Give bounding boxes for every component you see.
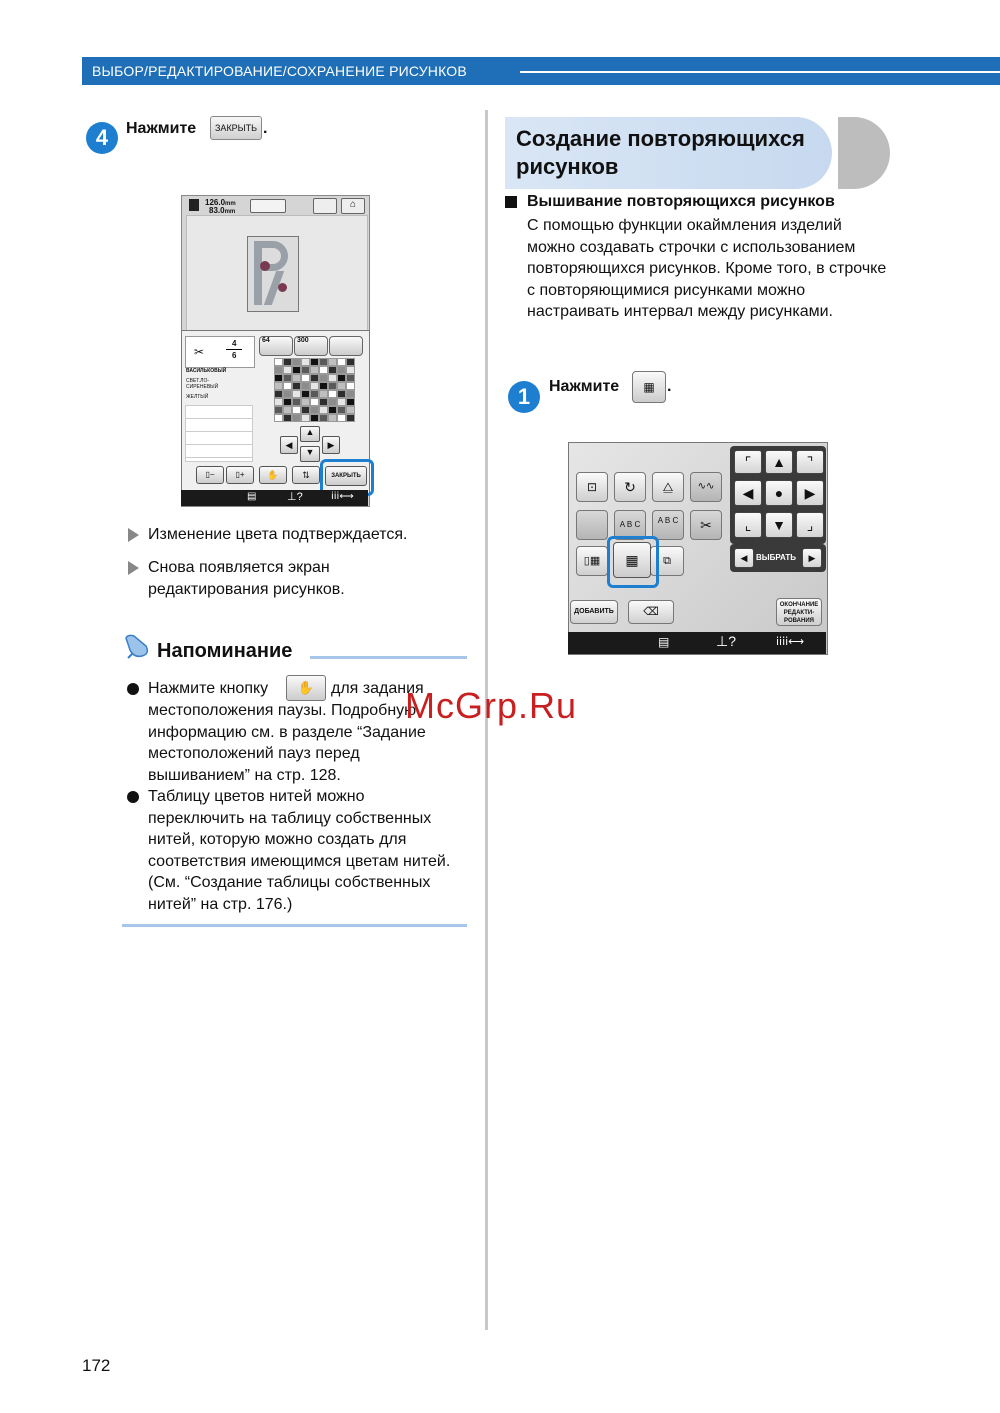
- palette-swatch[interactable]: [319, 358, 328, 366]
- palette-swatch[interactable]: [319, 374, 328, 382]
- size-height: 83.0mm: [209, 206, 236, 215]
- resize-button[interactable]: ⊡: [576, 472, 608, 502]
- move-up-left-button[interactable]: ⌜: [734, 450, 762, 474]
- list-icon[interactable]: ▤: [247, 491, 257, 502]
- palette-swatch[interactable]: [274, 358, 283, 366]
- palette-swatch[interactable]: [301, 398, 310, 406]
- palette-swatch[interactable]: [274, 390, 283, 398]
- step-4-period: .: [263, 120, 268, 137]
- palette-swatch[interactable]: [283, 374, 292, 382]
- help-icon[interactable]: ⊥?: [287, 491, 303, 503]
- result-arrow-icon: [128, 561, 139, 575]
- spacing-button[interactable]: A B C: [652, 510, 684, 540]
- color-name-3[interactable]: ЖЕЛТЫЙ: [186, 394, 209, 400]
- palette-swatch[interactable]: [292, 382, 301, 390]
- memo-title-rule: [310, 656, 467, 659]
- header-rule: [520, 71, 1000, 73]
- spool-plus-button[interactable]: ▯+: [226, 466, 254, 484]
- page-header-title: ВЫБОР/РЕДАКТИРОВАНИЕ/СОХРАНЕНИЕ РИСУНКОВ: [92, 63, 467, 79]
- scissors-button[interactable]: ✂: [690, 510, 722, 540]
- palette-swatch[interactable]: [274, 398, 283, 406]
- palette-swatch[interactable]: [310, 406, 319, 414]
- pause-hand-button-inline[interactable]: ✋: [286, 675, 326, 701]
- palette-swatch[interactable]: [283, 398, 292, 406]
- palette-swatch[interactable]: [310, 398, 319, 406]
- delete-button[interactable]: ⌫: [628, 600, 674, 624]
- palette-swatch[interactable]: [301, 382, 310, 390]
- end-edit-button[interactable]: ОКОНЧАНИЕ РЕДАКТИ-РОВАНИЯ: [776, 598, 822, 626]
- repeat-pattern-button[interactable]: ▦: [613, 542, 651, 578]
- needle-icon[interactable]: ⅰⅰⅰ⟷: [331, 491, 354, 502]
- step-4-text: Нажмите: [126, 120, 197, 137]
- density-button[interactable]: ∿∿: [690, 472, 722, 502]
- color-list: [185, 405, 253, 462]
- palette-swatch[interactable]: [292, 390, 301, 398]
- needle-icon[interactable]: ⅰⅰⅰⅰ⟷: [776, 636, 804, 648]
- palette-swatch[interactable]: [274, 414, 283, 422]
- select-prev-button[interactable]: ◀: [734, 548, 754, 568]
- palette-swatch[interactable]: [283, 366, 292, 374]
- palette-swatch[interactable]: [292, 358, 301, 366]
- palette-swatch[interactable]: [337, 398, 346, 406]
- palette-swatch[interactable]: [274, 406, 283, 414]
- palette-swatch[interactable]: [319, 390, 328, 398]
- step-1-period: .: [667, 378, 672, 395]
- step-1-text: Нажмите: [549, 378, 620, 395]
- memo-item-1-after: для задания: [331, 680, 424, 697]
- result-1: Изменение цвета подтверждается.: [148, 526, 408, 543]
- palette-swatch[interactable]: [346, 398, 355, 406]
- palette-swatch[interactable]: [328, 358, 337, 366]
- bell-icon: [122, 632, 152, 660]
- hoop-icon[interactable]: [250, 199, 286, 213]
- help-icon[interactable]: ⊥?: [716, 633, 736, 649]
- bullet-icon: [127, 683, 139, 695]
- subheading: Вышивание повторяющихся рисунков: [527, 193, 835, 210]
- palette-swatch[interactable]: [346, 406, 355, 414]
- palette-swatch[interactable]: [301, 374, 310, 382]
- rotate-button[interactable]: ↻: [614, 472, 646, 502]
- preview-icon[interactable]: [313, 198, 337, 214]
- custom-thread-button[interactable]: [329, 336, 363, 356]
- close-button-inline[interactable]: ЗАКРЫТЬ: [210, 116, 262, 140]
- palette-swatch[interactable]: [292, 414, 301, 422]
- memo-item-2: Таблицу цветов нитей можно переключить на таблицу собственных нитей, которую можно создать для соответствия имеющимся цветам нитей. (См. “Создание таблицы собственных нитей” на стр. 176.): [148, 788, 451, 913]
- arrow-up-button[interactable]: ▲: [300, 426, 320, 442]
- thread-brand-64-button[interactable]: 64: [259, 336, 293, 356]
- palette-swatch[interactable]: [274, 366, 283, 374]
- section-title: Создание повторяющихся рисунков: [516, 126, 805, 179]
- palette-swatch[interactable]: [301, 390, 310, 398]
- palette-swatch[interactable]: [346, 358, 355, 366]
- palette-swatch[interactable]: [328, 398, 337, 406]
- screen-status-bar: [181, 490, 368, 506]
- close-button[interactable]: ЗАКРЫТЬ: [325, 466, 367, 486]
- size-width: 126.0mm: [205, 198, 236, 207]
- palette-swatch[interactable]: [292, 398, 301, 406]
- move-down-left-button[interactable]: ⌞: [734, 512, 762, 538]
- palette-swatch[interactable]: [310, 366, 319, 374]
- palette-swatch[interactable]: [310, 414, 319, 422]
- color-name-1[interactable]: ВАСИЛЬКОВЫЙ: [186, 368, 227, 374]
- palette-swatch[interactable]: [346, 414, 355, 422]
- palette-swatch[interactable]: [337, 406, 346, 414]
- intro-paragraph: С помощью функции окаймления изделий можно создавать строчки с использованием повторяющихся рисунков. Кроме того, в строчке с повторяющимися рисунками можно настраивать интервал между рисунками.: [527, 217, 887, 320]
- select-next-button[interactable]: ▶: [802, 548, 822, 568]
- palette-swatch[interactable]: [346, 374, 355, 382]
- palette-swatch[interactable]: [319, 398, 328, 406]
- list-icon[interactable]: ▤: [658, 635, 670, 649]
- palette-swatch[interactable]: [274, 374, 283, 382]
- palette-swatch[interactable]: [328, 374, 337, 382]
- palette-swatch[interactable]: [328, 414, 337, 422]
- repeat-pattern-button-inline[interactable]: ▦: [632, 371, 666, 403]
- palette-swatch[interactable]: [301, 414, 310, 422]
- move-down-right-button[interactable]: ⌟: [796, 512, 824, 538]
- select-label: ВЫБРАТЬ: [756, 553, 797, 562]
- palette-swatch[interactable]: [319, 366, 328, 374]
- result-2: Снова появляется экран редактирования рисунков.: [148, 559, 345, 598]
- palette-swatch[interactable]: [292, 374, 301, 382]
- palette-swatch[interactable]: [310, 382, 319, 390]
- arrow-right-button[interactable]: ▶: [322, 436, 340, 454]
- step-number-1: 1: [508, 381, 540, 413]
- palette-swatch[interactable]: [283, 390, 292, 398]
- palette-swatch[interactable]: [310, 390, 319, 398]
- palette-swatch[interactable]: [310, 374, 319, 382]
- curve-text-button[interactable]: A B C: [614, 510, 646, 540]
- palette-swatch[interactable]: [346, 366, 355, 374]
- color-name-2[interactable]: СВЕТ.ЛО-СИРЕНЕВЫЙ: [186, 378, 219, 390]
- palette-swatch[interactable]: [301, 358, 310, 366]
- section-title-shadow: [838, 117, 890, 189]
- watermark: McGrp.Ru: [405, 685, 578, 726]
- palette-swatch[interactable]: [283, 406, 292, 414]
- palette-swatch[interactable]: [337, 390, 346, 398]
- multi-color-button[interactable]: ▯▦: [576, 546, 608, 576]
- move-up-right-button[interactable]: ⌝: [796, 450, 824, 474]
- palette-swatch[interactable]: [319, 406, 328, 414]
- palette-swatch[interactable]: [337, 374, 346, 382]
- palette-swatch[interactable]: [283, 358, 292, 366]
- bullet-icon: [127, 791, 139, 803]
- palette-swatch[interactable]: [310, 358, 319, 366]
- letter-r-design: [247, 236, 299, 312]
- move-center-button[interactable]: ●: [765, 480, 793, 506]
- move-left-button[interactable]: ◀: [734, 480, 762, 506]
- array-button[interactable]: [576, 510, 608, 540]
- palette-swatch[interactable]: [328, 366, 337, 374]
- palette-swatch[interactable]: [319, 382, 328, 390]
- duplicate-button[interactable]: ⧉: [650, 546, 684, 576]
- palette-swatch[interactable]: [328, 382, 337, 390]
- palette-swatch[interactable]: [301, 366, 310, 374]
- palette-swatch[interactable]: [337, 382, 346, 390]
- palette-swatch[interactable]: [292, 366, 301, 374]
- palette-swatch[interactable]: [292, 406, 301, 414]
- arrow-left-button[interactable]: ◀: [280, 436, 298, 454]
- arrow-down-button[interactable]: ▼: [300, 446, 320, 462]
- size-icon: [189, 199, 199, 211]
- screen-status-bar: [568, 632, 826, 654]
- result-arrow-icon: [128, 528, 139, 542]
- palette-swatch[interactable]: [346, 390, 355, 398]
- move-up-button[interactable]: ▲: [765, 450, 793, 474]
- mirror-button[interactable]: ⧋: [652, 472, 684, 502]
- move-down-button[interactable]: ▼: [765, 512, 793, 538]
- page-number: 172: [82, 1356, 111, 1375]
- move-right-button[interactable]: ▶: [796, 480, 824, 506]
- thread-preview: ✂ 4 6: [185, 336, 255, 368]
- thread-brand-300-button[interactable]: 300: [294, 336, 328, 356]
- home-icon[interactable]: ⌂: [341, 198, 365, 214]
- palette-swatch[interactable]: [337, 366, 346, 374]
- memo-bottom-rule: [122, 924, 467, 927]
- spool-minus-button[interactable]: ▯−: [196, 466, 224, 484]
- sort-colors-button[interactable]: ⇅: [292, 466, 320, 484]
- palette-swatch[interactable]: [337, 414, 346, 422]
- step-number-4: 4: [86, 122, 118, 154]
- pause-hand-button[interactable]: ✋: [259, 466, 287, 484]
- palette-swatch[interactable]: [346, 382, 355, 390]
- palette-swatch[interactable]: [283, 382, 292, 390]
- memo-item-1-rest: местоположения паузы. Подробную информацию см. в разделе “Задание местоположений пауз перед вышиванием” на стр. 128.: [148, 702, 426, 784]
- memo-item-1-before: Нажмите кнопку: [148, 680, 269, 697]
- color-palette[interactable]: [274, 358, 354, 424]
- palette-swatch[interactable]: [301, 406, 310, 414]
- palette-swatch[interactable]: [283, 414, 292, 422]
- palette-swatch[interactable]: [319, 414, 328, 422]
- palette-swatch[interactable]: [328, 406, 337, 414]
- memo-title: Напоминание: [157, 640, 293, 662]
- palette-swatch[interactable]: [328, 390, 337, 398]
- palette-swatch[interactable]: [274, 382, 283, 390]
- palette-swatch[interactable]: [337, 358, 346, 366]
- square-bullet-icon: [505, 196, 517, 208]
- add-button[interactable]: ДОБАВИТЬ: [570, 600, 618, 624]
